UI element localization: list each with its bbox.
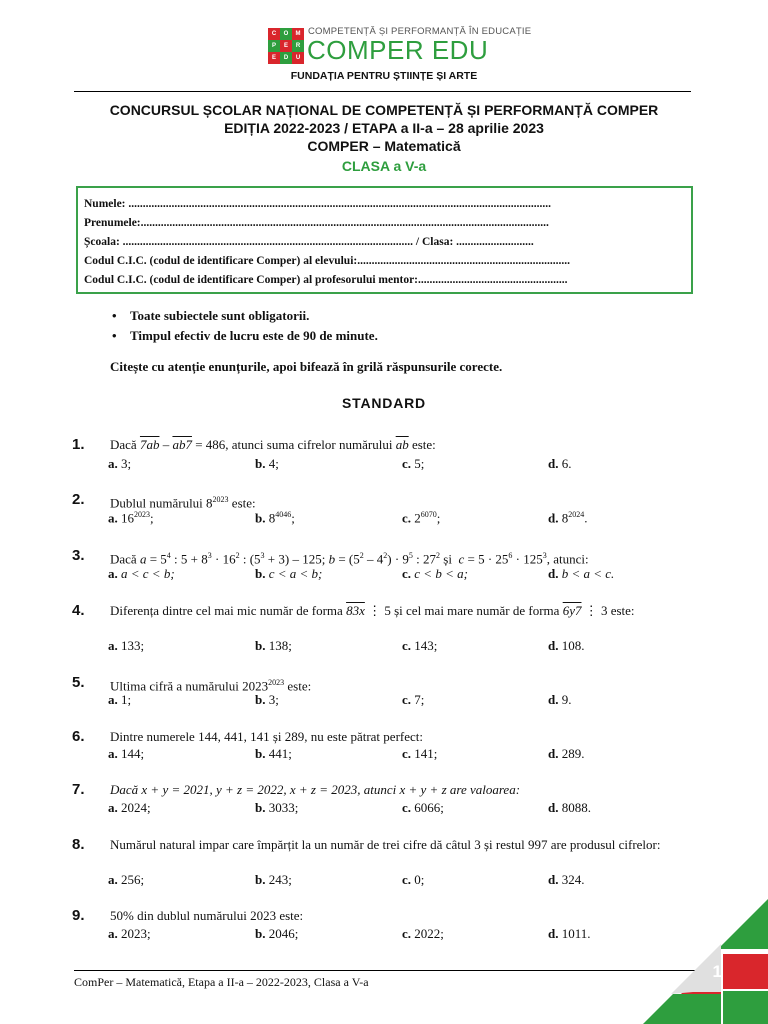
- rule-item: • Toate subiectele sunt obligatorii.: [112, 306, 378, 326]
- question-text: Dacă 7ab – ab7 = 486, atunci suma cifrelor numărului $\overline{ab}$ este:: [110, 437, 436, 452]
- foundation-name: FUNDAȚIA PENTRU ȘTIINȚE ȘI ARTE: [290, 70, 478, 82]
- option-d[interactable]: d. $8^{2024}$.: [548, 510, 588, 526]
- contest-title: CONCURSUL ȘCOLAR NAȚIONAL DE COMPETENȚĂ ȘI PERFORMANȚĂ COMPER: [109, 102, 659, 118]
- edition-line: EDIȚIA 2022-2023 / ETAPA a II-a – 28 aprilie 2023: [224, 120, 544, 136]
- logo-cell: O: [280, 28, 292, 40]
- answer-options: [108, 510, 708, 528]
- logo-cell: E: [280, 40, 292, 52]
- option-a[interactable]: a. 2024;: [108, 800, 151, 815]
- answer-options: [108, 692, 708, 710]
- option-b[interactable]: b. 3;: [255, 692, 279, 707]
- question-number: 6.: [72, 728, 85, 745]
- option-d[interactable]: d. 289.: [548, 746, 585, 761]
- option-c[interactable]: c. 141;: [402, 746, 438, 761]
- footer-text: ComPer – Matematică, Etapa a II-a – 2022-2023, Clasa a V-a: [74, 975, 369, 989]
- option-a[interactable]: a. 3;: [108, 456, 132, 471]
- logo-cell: D: [280, 52, 292, 64]
- question-number: 9.: [72, 907, 85, 924]
- header-divider: [74, 91, 691, 92]
- answer-options: [108, 926, 708, 944]
- option-d[interactable]: d. 9.: [548, 692, 572, 707]
- option-c[interactable]: c. 6066;: [402, 800, 444, 815]
- logo-cell: P: [268, 40, 280, 52]
- corner-green-base: [643, 994, 721, 1024]
- option-d[interactable]: d. 6.: [548, 456, 572, 471]
- logo-cell: E: [268, 52, 280, 64]
- first-name-field[interactable]: Prenumele:..............................................................................................................................................: [84, 217, 549, 229]
- question-text: Dacă x + y = 2021, y + z = 2022, x + z = 2023, atunci x + y + z are valoarea:: [110, 782, 521, 797]
- question-number: 8.: [72, 836, 85, 853]
- question-number: 7.: [72, 781, 85, 798]
- option-a[interactable]: a. 1;: [108, 692, 132, 707]
- question-text: Ultima cifră a numărului $2023^{2023}$ este:: [110, 678, 312, 694]
- option-c[interactable]: c. 143;: [402, 638, 438, 653]
- question-text: Diferența dintre cel mai mic număr de forma 83x ⋮ 5 și cel mai mare număr de forma 6y7 ⋮ 3 este:: [110, 603, 635, 618]
- option-b[interactable]: b. 3033;: [255, 800, 299, 815]
- question-number: 3.: [72, 547, 85, 564]
- section-title: STANDARD: [342, 395, 426, 411]
- answer-options: [108, 746, 708, 764]
- logo-cell: U: [292, 52, 304, 64]
- class-line: CLASA a V-a: [341, 158, 427, 174]
- answer-options: [108, 800, 708, 818]
- option-b[interactable]: b. 441;: [255, 746, 292, 761]
- option-c[interactable]: c. 7;: [402, 692, 425, 707]
- answer-options: [108, 456, 708, 474]
- option-d[interactable]: d. 324.: [548, 872, 585, 887]
- option-c[interactable]: c. 5;: [402, 456, 425, 471]
- answer-options: [108, 638, 708, 656]
- answer-options: [108, 872, 708, 890]
- question-text: Dublul numărului $8^{2023}$ este:: [110, 495, 256, 511]
- question-text: Numărul natural impar care împărțit la un număr de trei cifre dă câtul 3 și restul 997 are produsul cifrelor:: [110, 837, 661, 852]
- option-a[interactable]: a. a < c < b;: [108, 566, 175, 581]
- corner-red-block: [723, 954, 768, 989]
- option-d[interactable]: d. 1011.: [548, 926, 591, 941]
- question-number: 1.: [72, 436, 85, 453]
- student-code-field[interactable]: Codul C.I.C. (codul de identificare Comper) al elevului:..........................................................................: [84, 255, 570, 267]
- option-a[interactable]: a. 144;: [108, 746, 145, 761]
- question-number: 2.: [72, 491, 85, 508]
- name-field[interactable]: Numele: ...................................................................................................................................................: [84, 198, 552, 210]
- option-b[interactable]: b. $8^{4046}$;: [255, 510, 295, 526]
- option-c[interactable]: c. 2022;: [402, 926, 444, 941]
- footer-divider: [74, 970, 696, 971]
- option-d[interactable]: d. 8088.: [548, 800, 591, 815]
- corner-decoration: [643, 899, 768, 1024]
- brand-name: COMPER EDU: [307, 35, 489, 65]
- question-text: Dintre numerele 144, 441, 141 și 289, nu este pătrat perfect:: [110, 729, 423, 744]
- school-class-field[interactable]: Școala: ..................................................................................................... / Clasa: ...........................: [84, 236, 534, 248]
- question-number: 4.: [72, 602, 85, 619]
- student-info-box: [76, 186, 693, 294]
- logo-cell: R: [292, 40, 304, 52]
- option-c[interactable]: c. c < b < a;: [402, 566, 468, 581]
- rules-list: [112, 306, 378, 346]
- question-text: 50% din dublul numărului 2023 este:: [110, 908, 304, 923]
- option-a[interactable]: a. 256;: [108, 872, 145, 887]
- option-c[interactable]: c. $2^{6070}$;: [402, 510, 441, 526]
- mentor-code-field[interactable]: Codul C.I.C. (codul de identificare Comper) al profesorului mentor:....................................................: [84, 274, 568, 286]
- subject-line: COMPER – Matematică: [307, 138, 461, 154]
- logo-cell: C: [268, 28, 280, 40]
- option-b[interactable]: b. 243;: [255, 872, 292, 887]
- question-text: Dacă $a = 5^4$ : $5 + 8^3 \cdot 16^2$ : $(5^3 + 3) - 125$; $b = (5^2 - 4^2) \cdot 9^5$ : $27^2$ și $c = 5 \cdot 25^6 \cdot 125^3$, atunci:: [110, 551, 589, 567]
- page-number: 1: [712, 962, 722, 981]
- corner-green-block: [723, 991, 768, 1024]
- option-b[interactable]: b. 2046;: [255, 926, 299, 941]
- option-b[interactable]: b. 4;: [255, 456, 279, 471]
- answer-options: [108, 566, 708, 584]
- instruction-text: Citește cu atenție enunțurile, apoi bifează în grilă răspunsurile corecte.: [110, 359, 503, 374]
- option-d[interactable]: d. b < a < c.: [548, 566, 615, 581]
- logo-cell: M: [292, 28, 304, 40]
- option-a[interactable]: a. 2023;: [108, 926, 151, 941]
- brand-tagline: COMPETENȚĂ ȘI PERFORMANȚĂ ÎN EDUCAȚIE: [308, 26, 532, 37]
- rule-item: • Timpul efectiv de lucru este de 90 de minute.: [112, 326, 378, 346]
- option-d[interactable]: d. 108.: [548, 638, 585, 653]
- option-b[interactable]: b. c < a < b;: [255, 566, 323, 581]
- option-b[interactable]: b. 138;: [255, 638, 292, 653]
- corner-green-triangle-top: [718, 899, 768, 949]
- option-a[interactable]: a. 133;: [108, 638, 145, 653]
- comper-logo: [268, 28, 304, 64]
- question-number: 5.: [72, 674, 85, 691]
- option-a[interactable]: a. $16^{2023}$;: [108, 510, 154, 526]
- option-c[interactable]: c. 0;: [402, 872, 425, 887]
